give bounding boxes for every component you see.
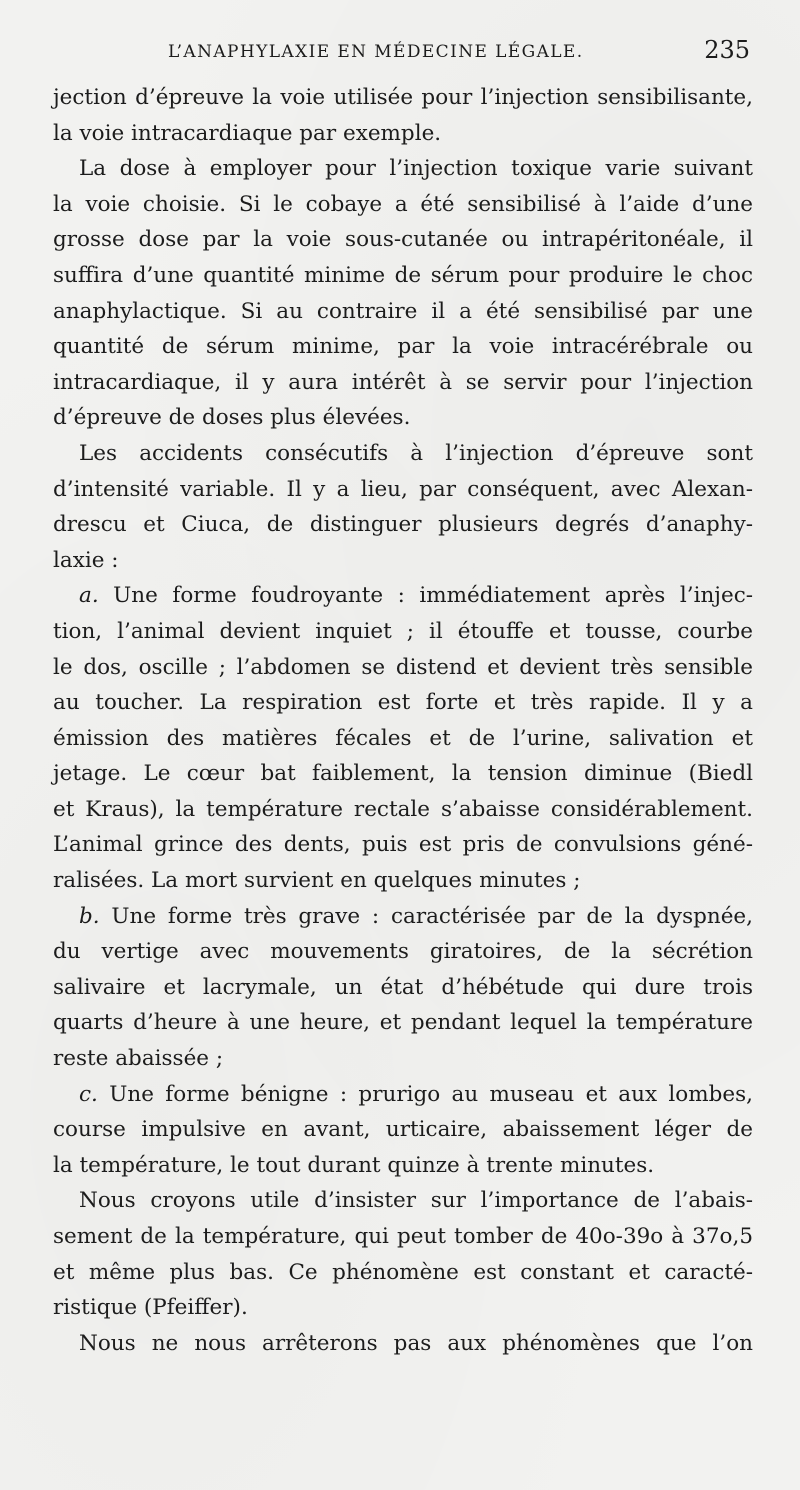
line-text: d’épreuve de doses plus élevées.: [53, 405, 411, 431]
text-line: [53, 1326, 753, 1362]
text-line: [53, 1112, 753, 1148]
line-text: Les accidents consécutifs à l’injection d’épreuve sont: [79, 440, 753, 466]
line-text: drescu et Ciuca, de distinguer plusieurs degrés d’anaphy-: [53, 512, 753, 538]
enumeration-letter: a.: [79, 583, 99, 609]
text-line: [53, 507, 753, 543]
text-line: [53, 970, 753, 1006]
text-line: [53, 543, 753, 579]
line-text: jection d’épreuve la voie utilisée pour l’injection sensibilisante,: [53, 85, 753, 110]
text-line: [53, 1077, 753, 1113]
text-line: [53, 294, 753, 330]
line-text: la voie intracardiaque par exemple.: [53, 120, 442, 146]
line-text: L’animal grince des dents, puis est pris de convulsions géné-: [53, 832, 753, 858]
line-text: Nous croyons utile d’insister sur l’importance de l’abais-: [79, 1188, 753, 1214]
text-line: [53, 1148, 753, 1184]
line-text: laxie :: [53, 547, 119, 573]
running-head: [0, 36, 800, 76]
enumeration-letter: c.: [79, 1081, 98, 1107]
line-text: reste abaissée ;: [53, 1046, 224, 1072]
text-line: [53, 1183, 753, 1219]
text-line: [53, 899, 753, 935]
line-text: salivaire et lacrymale, un état d’hébétude qui dure trois: [53, 974, 753, 1000]
line-text: du vertige avec mouvements giratoires, de la sécrétion: [53, 939, 753, 965]
line-text: intracardiaque, il y aura intérêt à se servir pour l’injection: [53, 369, 753, 395]
page-number: 235: [704, 36, 750, 64]
text-line: [53, 1255, 753, 1291]
line-text: Une forme bénigne : prurigo au museau et aux lombes,: [97, 1081, 753, 1107]
line-text: grosse dose par la voie sous-cutanée ou intrapéritonéale, il: [53, 227, 753, 253]
enumeration-letter: b.: [79, 903, 100, 929]
text-line: [53, 222, 753, 258]
line-text: la température, le tout durant quinze à trente minutes.: [53, 1152, 655, 1178]
text-line: [53, 685, 753, 721]
line-text: tion, l’animal devient inquiet ; il étouffe et tousse, courbe: [53, 618, 753, 644]
text-line: [53, 934, 753, 970]
line-text: suffira d’une quantité minime de sérum pour produire le choc: [53, 262, 753, 288]
line-text: émission des matières fécales et de l’urine, salivation et: [53, 725, 753, 751]
line-text: jetage. Le cœur bat faiblement, la tension diminue (Biedl: [53, 761, 753, 787]
line-text: Une forme foudroyante : immédiatement après l’injec-: [98, 583, 753, 609]
text-line: [53, 1041, 753, 1077]
line-text: la voie choisie. Si le cobaye a été sensibilisé à l’aide d’une: [53, 191, 753, 217]
text-line: [53, 1005, 753, 1041]
line-text: ralisées. La mort survient en quelques minutes ;: [53, 868, 581, 894]
text-line: [53, 614, 753, 650]
text-line: [53, 329, 753, 365]
running-title: L’ANAPHYLAXIE EN MÉDECINE LÉGALE.: [168, 42, 584, 62]
line-text: quantité de sérum minime, par la voie intracérébrale ou: [53, 334, 753, 360]
line-text: course impulsive en avant, urticaire, abaissement léger de: [53, 1117, 753, 1143]
line-text: ristique (Pfeiffer).: [53, 1295, 248, 1321]
text-line: [53, 721, 753, 757]
line-text: La dose à employer pour l’injection toxique varie suivant: [79, 156, 753, 182]
text-line: [53, 258, 753, 294]
line-text: Une forme très grave : caractérisée par de la dyspnée,: [99, 903, 753, 929]
text-line: [53, 1219, 753, 1255]
text-line: [53, 436, 753, 472]
line-text: Nous ne nous arrêterons pas aux phénomènes que l’on: [79, 1330, 753, 1356]
text-line: [53, 151, 753, 187]
text-line: [53, 650, 753, 686]
line-text: et Kraus), la température rectale s’abaisse considérablement.: [53, 796, 753, 822]
text-line: [53, 400, 753, 436]
line-text: sement de la température, qui peut tomber de 40o-39o à 37o,5: [53, 1224, 753, 1249]
text-line: [53, 827, 753, 863]
text-line: [53, 756, 753, 792]
text-line: [53, 80, 753, 116]
line-text: au toucher. La respiration est forte et très rapide. Il y a: [53, 690, 753, 716]
text-line: [53, 1290, 753, 1326]
text-line: [53, 792, 753, 828]
text-line: [53, 578, 753, 614]
text-line: [53, 472, 753, 508]
line-text: quarts d’heure à une heure, et pendant lequel la température: [53, 1010, 753, 1036]
line-text: le dos, oscille ; l’abdomen se distend et devient très sensible: [53, 654, 753, 680]
line-text: d’intensité variable. Il y a lieu, par conséquent, avec Alexan-: [53, 476, 753, 502]
text-line: [53, 187, 753, 223]
line-text: anaphylactique. Si au contraire il a été sensibilisé par une: [53, 298, 753, 324]
text-line: [53, 863, 753, 899]
body-text: [53, 80, 753, 1361]
text-line: [53, 116, 753, 152]
line-text: et même plus bas. Ce phénomène est constant et caracté-: [53, 1259, 753, 1285]
text-line: [53, 365, 753, 401]
